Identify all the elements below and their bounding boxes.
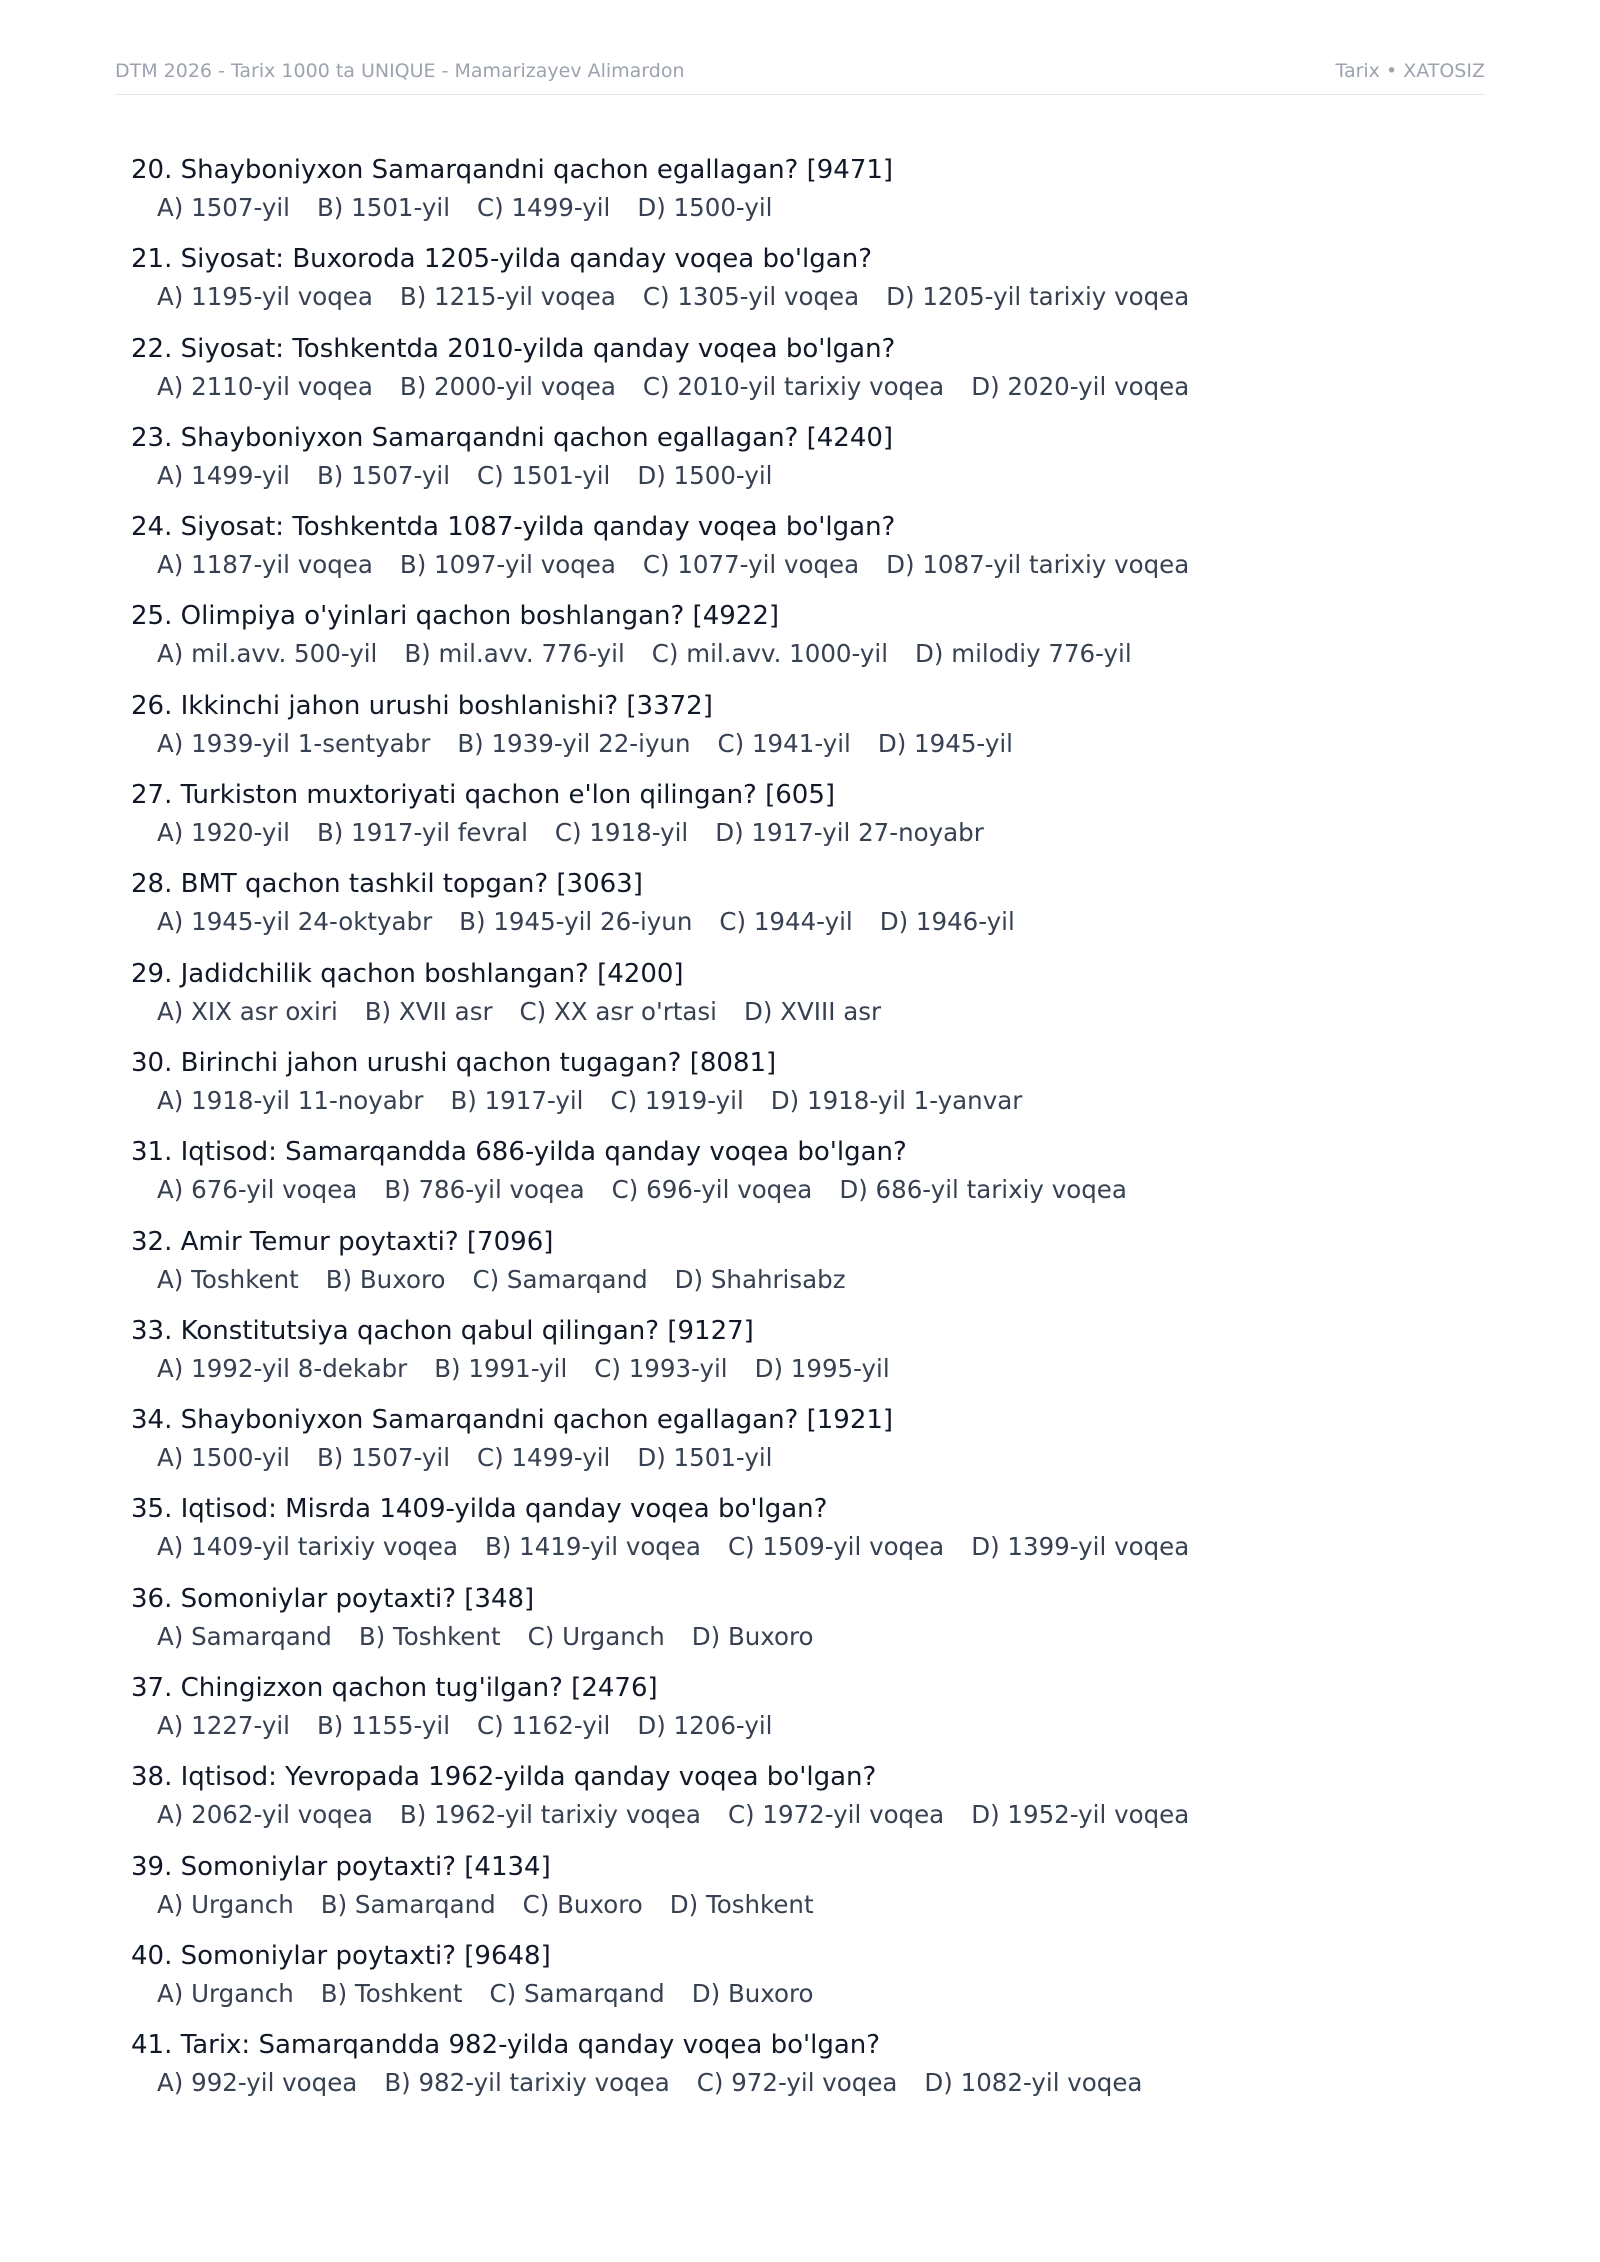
- answer-options: [157, 1619, 1461, 1655]
- question-text: 20. Shayboniyxon Samarqandni qachon egallagan? [9471]: [131, 155, 894, 185]
- question-item: [131, 1668, 1461, 1757]
- answer-option-b: B) 1501-yil: [316, 193, 451, 222]
- answer-option-b: B) 1507-yil: [316, 460, 451, 490]
- answer-option-d: D) 1500-yil: [637, 193, 773, 222]
- question-item: [131, 1311, 1461, 1400]
- question-item: [131, 1132, 1461, 1221]
- answer-option-d: D) 1917-yil 27-noyabr: [715, 818, 984, 848]
- question-item: [131, 1043, 1461, 1132]
- answer-options: [157, 458, 1461, 494]
- answer-option-a: A) 1920-yil: [157, 818, 290, 848]
- question-item: [131, 954, 1461, 1043]
- answer-option-b: B) 982-yil tarixiy voqea: [384, 2068, 670, 2098]
- answer-option-b: B) XVII asr: [364, 996, 493, 1026]
- question-text: 22. Siyosat: Toshkentda 2010-yilda qanday voqea bo'lgan?: [131, 333, 896, 364]
- answer-option-d: D) 1205-yil tarixiy voqea: [886, 282, 1190, 312]
- question-item: [131, 1847, 1461, 1936]
- answer-option-c: C) 1499-yil: [477, 193, 611, 222]
- answer-option-a: A) Urganch: [157, 1978, 294, 2008]
- question-item: [131, 150, 1461, 239]
- answer-option-d: D) 1995-yil: [754, 1353, 890, 1383]
- answer-option-b: B) 1991-yil: [434, 1353, 568, 1383]
- answer-option-c: C) 1305-yil voqea: [642, 282, 860, 312]
- question-item: [131, 775, 1461, 864]
- answer-option-c: C) 1501-yil: [477, 460, 611, 490]
- answer-option-c: C) 1993-yil: [594, 1353, 728, 1383]
- page-header: [115, 60, 1485, 95]
- answer-option-a: A) 1945-yil 24-oktyabr: [157, 907, 433, 937]
- answer-option-b: B) Buxoro: [325, 1264, 446, 1294]
- question-item: [131, 1222, 1461, 1311]
- question-text: 36. Somoniylar poytaxti? [348]: [131, 1583, 535, 1614]
- answer-option-c: C) XX asr o'rtasi: [519, 996, 717, 1026]
- question-item: [131, 1489, 1461, 1578]
- answer-option-a: A) 1227-yil: [157, 1711, 290, 1741]
- answer-option-b: B) Toshkent: [358, 1621, 501, 1651]
- answer-option-a: A) Samarqand: [157, 1621, 332, 1651]
- answer-option-c: C) 1509-yil voqea: [727, 1532, 945, 1562]
- answer-option-b: B) 1419-yil voqea: [485, 1532, 701, 1562]
- answer-options: [157, 190, 1461, 226]
- answer-option-a: A) 1992-yil 8-dekabr: [157, 1353, 408, 1383]
- answer-options: [157, 726, 1461, 762]
- answer-option-b: B) 1097-yil voqea: [399, 550, 616, 580]
- answer-options: [157, 1887, 1461, 1923]
- answer-option-b: B) 2000-yil voqea: [399, 371, 616, 401]
- answer-options: [157, 279, 1461, 315]
- question-item: [131, 596, 1461, 685]
- question-text: 24. Siyosat: Toshkentda 1087-yilda qanday voqea bo'lgan?: [131, 512, 896, 543]
- answer-option-d: D) 1206-yil: [637, 1711, 773, 1741]
- answer-option-a: A) 1409-yil tarixiy voqea: [157, 1532, 458, 1562]
- question-item: [131, 686, 1461, 775]
- question-text: 25. Olimpiya o'yinlari qachon boshlangan? [4922]: [131, 601, 780, 632]
- answer-option-c: C) Urganch: [527, 1621, 665, 1651]
- question-text: 33. Konstitutsiya qachon qabul qilingan? [9127]: [131, 1315, 754, 1346]
- answer-options: [157, 994, 1461, 1030]
- answer-options: [157, 1351, 1461, 1387]
- question-item: [131, 1579, 1461, 1668]
- question-item: [131, 239, 1461, 328]
- question-text: 34. Shayboniyxon Samarqandni qachon egallagan? [1921]: [131, 1405, 894, 1436]
- question-text: 37. Chingizxon qachon tug'ilgan? [2476]: [131, 1673, 658, 1704]
- answer-option-a: A) 1499-yil: [157, 460, 290, 490]
- answer-option-a: A) 1507-yil: [157, 193, 290, 222]
- answer-options: [157, 1172, 1461, 1208]
- question-item: [131, 1936, 1461, 2025]
- answer-option-b: B) mil.avv. 776-yil: [404, 639, 625, 669]
- question-text: 39. Somoniylar poytaxti? [4134]: [131, 1851, 551, 1882]
- answer-option-d: D) Buxoro: [691, 1978, 814, 2008]
- answer-option-c: C) 1944-yil: [719, 907, 853, 937]
- answer-option-a: A) 1500-yil: [157, 1443, 290, 1473]
- answer-option-b: B) 1939-yil 22-iyun: [457, 728, 691, 758]
- answer-option-d: D) 1399-yil voqea: [971, 1532, 1190, 1562]
- answer-option-a: A) 2110-yil voqea: [157, 371, 373, 401]
- answer-option-b: B) 1155-yil: [316, 1711, 451, 1741]
- answer-option-a: A) 1187-yil voqea: [157, 550, 373, 580]
- answer-option-d: D) XVIII asr: [743, 996, 882, 1026]
- answer-option-d: D) 1501-yil: [637, 1443, 773, 1473]
- answer-option-a: A) 1195-yil voqea: [157, 282, 373, 312]
- question-text: 32. Amir Temur poytaxti? [7096]: [131, 1226, 554, 1257]
- answer-options: [157, 1797, 1461, 1833]
- question-text: 31. Iqtisod: Samarqandda 686-yilda qanday voqea bo'lgan?: [131, 1137, 907, 1168]
- answer-option-d: D) Shahrisabz: [674, 1264, 846, 1294]
- answer-option-d: D) 1945-yil: [877, 728, 1013, 758]
- answer-options: [157, 1440, 1461, 1476]
- answer-option-c: C) 1499-yil: [477, 1443, 611, 1473]
- answer-option-c: C) 1941-yil: [717, 728, 851, 758]
- answer-options: [157, 815, 1461, 851]
- question-item: [131, 507, 1461, 596]
- answer-option-a: A) XIX asr oxiri: [157, 996, 338, 1026]
- answer-option-a: A) Urganch: [157, 1889, 294, 1919]
- answer-option-c: C) 696-yil voqea: [611, 1175, 813, 1205]
- answer-option-d: D) 686-yil tarixiy voqea: [839, 1175, 1127, 1205]
- answer-option-b: B) 1507-yil: [316, 1443, 451, 1473]
- answer-options: [157, 547, 1461, 583]
- answer-options: [157, 1708, 1461, 1744]
- answer-option-d: D) milodiy 776-yil: [915, 639, 1132, 669]
- question-text: 29. Jadidchilik qachon boshlangan? [4200]: [131, 958, 684, 989]
- answer-option-c: C) 1919-yil: [610, 1085, 744, 1115]
- answer-option-b: B) 1917-yil fevral: [316, 818, 528, 848]
- answer-option-d: D) 1082-yil voqea: [924, 2068, 1143, 2098]
- question-text: 26. Ikkinchi jahon urushi boshlanishi? [3372]: [131, 690, 713, 721]
- question-item: [131, 418, 1461, 507]
- answer-option-c: C) Samarqand: [472, 1264, 648, 1294]
- answer-option-a: A) 1918-yil 11-noyabr: [157, 1085, 424, 1115]
- answer-option-a: A) 1939-yil 1-sentyabr: [157, 728, 431, 758]
- question-text: 30. Birinchi jahon urushi qachon tugagan? [8081]: [131, 1047, 777, 1078]
- question-text: 41. Tarix: Samarqandda 982-yilda qanday voqea bo'lgan?: [131, 2030, 881, 2061]
- answer-options: [157, 636, 1461, 672]
- question-text: 23. Shayboniyxon Samarqandni qachon egallagan? [4240]: [131, 422, 894, 453]
- answer-option-a: A) 2062-yil voqea: [157, 1800, 373, 1830]
- answer-option-d: D) 1946-yil: [879, 907, 1015, 937]
- answer-option-d: D) Toshkent: [669, 1889, 814, 1919]
- question-item: [131, 2025, 1461, 2114]
- question-item: [131, 1400, 1461, 1489]
- question-item: [131, 864, 1461, 953]
- answer-options: [157, 904, 1461, 940]
- answer-options: [157, 369, 1461, 405]
- answer-option-d: D) 1087-yil tarixiy voqea: [886, 550, 1190, 580]
- answer-option-d: D) Buxoro: [691, 1621, 814, 1651]
- answer-option-b: B) 786-yil voqea: [384, 1175, 585, 1205]
- answer-option-b: B) 1945-yil 26-iyun: [459, 907, 693, 937]
- question-text: 27. Turkiston muxtoriyati qachon e'lon qilingan? [605]: [131, 780, 836, 811]
- answer-option-d: D) 1952-yil voqea: [971, 1800, 1190, 1830]
- question-item: [131, 329, 1461, 418]
- answer-option-c: C) Samarqand: [489, 1978, 665, 2008]
- question-item: [131, 1757, 1461, 1846]
- answer-option-b: B) 1215-yil voqea: [399, 282, 616, 312]
- answer-option-c: C) 972-yil voqea: [696, 2068, 898, 2098]
- answer-option-a: A) mil.avv. 500-yil: [157, 639, 378, 669]
- answer-option-a: A) 676-yil voqea: [157, 1175, 358, 1205]
- answer-option-c: C) 2010-yil tarixiy voqea: [642, 371, 945, 401]
- answer-options: [157, 2065, 1461, 2101]
- answer-option-c: C) Buxoro: [522, 1889, 643, 1919]
- answer-options: [157, 1083, 1461, 1119]
- answer-option-c: C) 1972-yil voqea: [727, 1800, 945, 1830]
- answer-options: [157, 1529, 1461, 1565]
- question-text: 21. Siyosat: Buxoroda 1205-yilda qanday voqea bo'lgan?: [131, 244, 872, 275]
- question-text: 35. Iqtisod: Misrda 1409-yilda qanday voqea bo'lgan?: [131, 1494, 828, 1525]
- answer-option-b: B) 1962-yil tarixiy voqea: [399, 1800, 701, 1830]
- question-text: 38. Iqtisod: Yevropada 1962-yilda qanday voqea bo'lgan?: [131, 1762, 877, 1793]
- answer-option-b: B) Samarqand: [320, 1889, 496, 1919]
- answer-option-b: B) Toshkent: [320, 1978, 463, 2008]
- answer-option-a: A) Toshkent: [157, 1264, 299, 1294]
- document-subject-tag: Tarix • XATOSIZ: [1335, 60, 1485, 82]
- answer-option-d: D) 1918-yil 1-yanvar: [770, 1085, 1023, 1115]
- answer-option-a: A) 992-yil voqea: [157, 2068, 358, 2098]
- answer-option-c: C) mil.avv. 1000-yil: [651, 639, 889, 669]
- answer-options: [157, 1976, 1461, 2012]
- question-text: 28. BMT qachon tashkil topgan? [3063]: [131, 869, 643, 900]
- answer-option-d: D) 1500-yil: [637, 460, 773, 490]
- answer-options: [157, 1262, 1461, 1298]
- answer-option-c: C) 1162-yil: [477, 1711, 611, 1741]
- answer-option-c: C) 1077-yil voqea: [642, 550, 860, 580]
- answer-option-d: D) 2020-yil voqea: [971, 371, 1190, 401]
- question-list: [131, 150, 1461, 2115]
- answer-option-c: C) 1918-yil: [554, 818, 689, 848]
- document-title: DTM 2026 - Tarix 1000 ta UNIQUE - Mamarizayev Alimardon: [115, 60, 685, 82]
- answer-option-b: B) 1917-yil: [450, 1085, 584, 1115]
- question-text: 40. Somoniylar poytaxti? [9648]: [131, 1940, 551, 1971]
